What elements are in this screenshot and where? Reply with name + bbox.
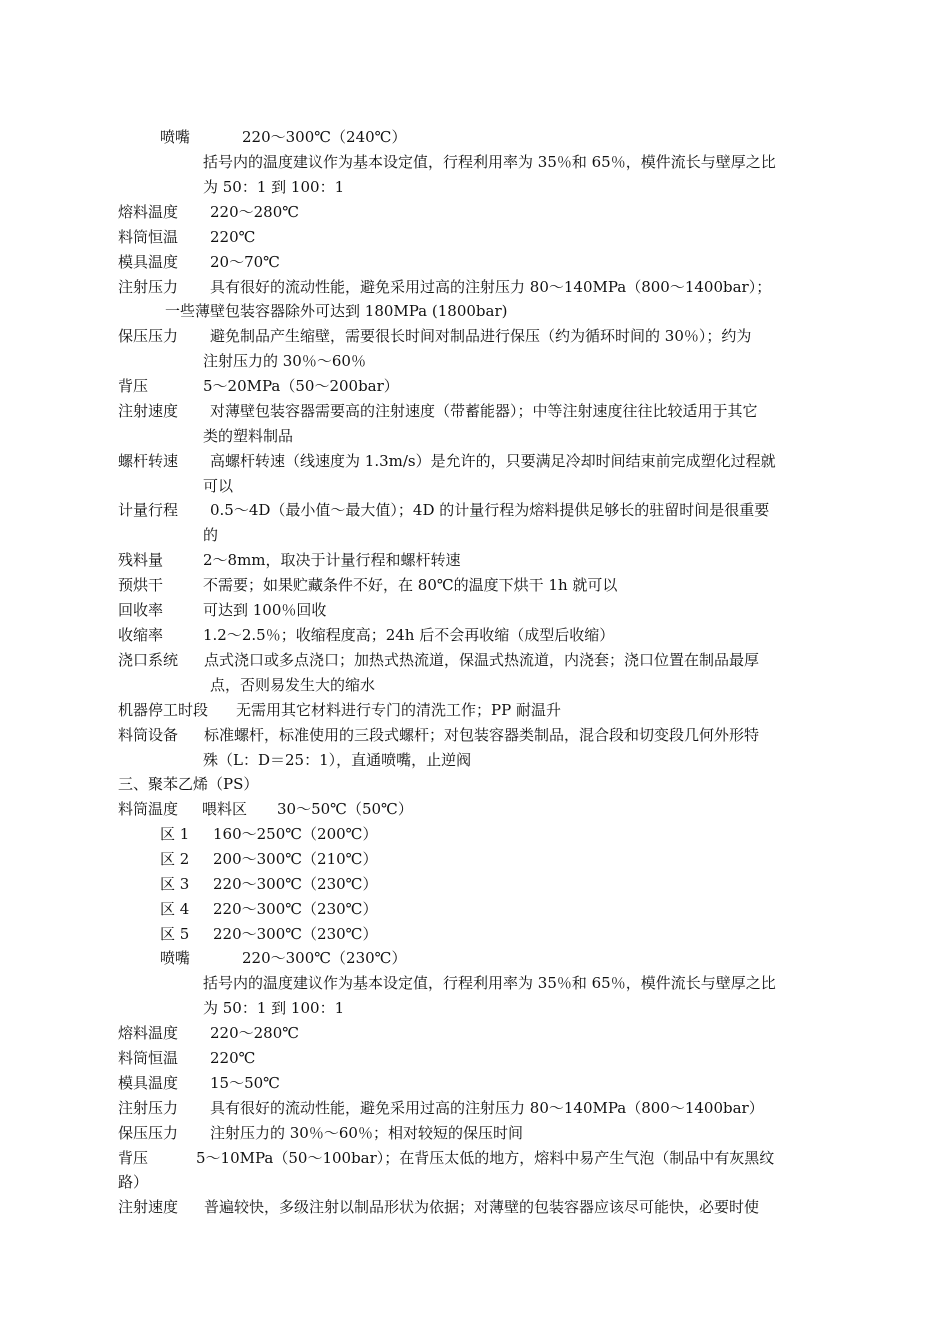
pp-back-pressure-row: [118, 375, 399, 397]
row-label: 预烘干: [118, 576, 164, 594]
zone-label: 区 3: [160, 875, 190, 893]
row-label: 收缩率: [118, 626, 164, 644]
pp-gate-row: [118, 649, 759, 671]
ps-zone-row: [160, 873, 377, 895]
row-label: 注射速度: [118, 1198, 179, 1216]
row-value: 注射压力的 30％～60％；相对较短的保压时间: [210, 1124, 523, 1142]
row-value: 220℃: [210, 1049, 256, 1067]
row-value: 20～70℃: [210, 253, 280, 271]
ps-zone-row: [160, 898, 377, 920]
row-label: 喷嘴: [160, 128, 191, 146]
row-value: 普遍较快，多级注射以制品形状为依据；对薄壁的包装容器应该尽可能快，必要时使: [204, 1198, 760, 1216]
row-value: 220～300℃（230℃）: [242, 949, 407, 967]
pp-equipment-line2: 殊（L：D＝25：1），直通喷嘴，止逆阀: [203, 751, 472, 769]
row-label: 喷嘴: [160, 949, 191, 967]
pp-screw-speed-row: [118, 450, 776, 472]
ps-inj-pressure-row: [118, 1097, 764, 1119]
row-label: 模具温度: [118, 253, 179, 271]
row-label: 注射压力: [118, 278, 179, 296]
pp-inj-speed-row: [118, 400, 758, 422]
ps-barrel-hold-row: [118, 1047, 255, 1069]
row-value: 220～280℃: [210, 1024, 300, 1042]
ps-zone-row: [160, 848, 377, 870]
pp-equipment-row: [118, 724, 759, 746]
row-value: 标准螺杆，标准使用的三段式螺杆；对包装容器类制品，混合段和切变段几何外形特: [204, 726, 760, 744]
ps-zone-row: [160, 823, 377, 845]
zone-label: 区 5: [160, 925, 190, 943]
pp-inj-pressure-line2: 一些薄壁包装容器除外可达到 180MPa (1800bar): [165, 302, 508, 320]
ps-note-line1: 括号内的温度建议作为基本设定值，行程利用率为 35％和 65％，模件流长与壁厚之比: [203, 974, 776, 992]
row-label: 模具温度: [118, 1074, 179, 1092]
ps-nozzle-row: [160, 947, 406, 969]
zone-label: 区 4: [160, 900, 190, 918]
pp-hold-pressure-line2: 注射压力的 30％～60％: [203, 352, 366, 370]
zone-value: 220～300℃（230℃）: [213, 900, 378, 918]
row-label: 保压压力: [118, 327, 179, 345]
row-label: 机器停工时段: [118, 701, 209, 719]
pp-note-line2: 为 50：1 到 100：1: [203, 178, 345, 196]
row-label: 浇口系统: [118, 651, 179, 669]
row-value: 不需要；如果贮藏条件不好，在 80℃的温度下烘干 1h 就可以: [203, 576, 618, 594]
zone-value: 200～300℃（210℃）: [213, 850, 378, 868]
row-value: 点式浇口或多点浇口；加热式热流道，保温式热流道，内浇套；浇口位置在制品最厚: [204, 651, 760, 669]
zone-value: 160～250℃（200℃）: [213, 825, 378, 843]
row-value: 30～50℃（50℃）: [277, 800, 413, 818]
row-label: 熔料温度: [118, 203, 179, 221]
zone-label: 区 2: [160, 850, 190, 868]
row-value: 15～50℃: [210, 1074, 280, 1092]
ps-back-pressure-line2: 路）: [118, 1173, 149, 1191]
row-value: 无需用其它材料进行专门的清洗工作；PP 耐温升: [236, 701, 561, 719]
row-label: 料筒设备: [118, 726, 179, 744]
row-label: 保压压力: [118, 1124, 179, 1142]
row-label: 料筒恒温: [118, 228, 179, 246]
row-label: 注射压力: [118, 1099, 179, 1117]
row-label: 计量行程: [118, 501, 179, 519]
zone-label: 区 1: [160, 825, 190, 843]
pp-barrel-hold-row: [118, 226, 255, 248]
row-value: 高螺杆转速（线速度为 1.3m/s）是允许的，只要满足冷却时间结束前完成塑化过程就: [210, 452, 776, 470]
pp-inj-speed-line2: 类的塑料制品: [203, 427, 294, 445]
pp-shutdown-row: [118, 699, 561, 721]
row-label: 料筒恒温: [118, 1049, 179, 1067]
row-value: 可达到 100％回收: [203, 601, 327, 619]
ps-zone-row: [160, 923, 377, 945]
pp-cushion-row: [118, 549, 461, 571]
ps-barrel-temp-row: [118, 798, 413, 820]
row-label: 料筒温度: [118, 800, 179, 818]
pp-nozzle-row: [160, 126, 406, 148]
pp-shrinkage-row: [118, 624, 614, 646]
row-label: 注射速度: [118, 402, 179, 420]
pp-metering-row: [118, 499, 769, 521]
pp-screw-speed-line2: 可以: [203, 477, 234, 495]
pp-mold-temp-row: [118, 251, 280, 273]
pp-inj-pressure-row: [118, 276, 771, 298]
row-value: 0.5～4D（最小值～最大值）；4D 的计量行程为熔料提供足够长的驻留时间是很重要: [210, 501, 770, 519]
ps-melt-temp-row: [118, 1022, 299, 1044]
row-sublabel: 喂料区: [202, 800, 248, 818]
zone-value: 220～300℃（230℃）: [213, 925, 378, 943]
row-value: 对薄壁包装容器需要高的注射速度（带蓄能器）；中等注射速度往往比较适用于其它: [210, 402, 758, 420]
row-label: 回收率: [118, 601, 164, 619]
pp-melt-temp-row: [118, 201, 299, 223]
row-value: 具有很好的流动性能，避免采用过高的注射压力 80～140MPa（800～1400bar）: [210, 1099, 764, 1117]
pp-hold-pressure-row: [118, 325, 751, 347]
ps-hold-pressure-row: [118, 1122, 523, 1144]
ps-note-line2: 为 50：1 到 100：1: [203, 999, 345, 1017]
ps-heading: 三、聚苯乙烯（PS）: [118, 775, 259, 793]
pp-predry-row: [118, 574, 617, 596]
ps-inj-speed-row: [118, 1196, 759, 1218]
row-value: 具有很好的流动性能，避免采用过高的注射压力 80～140MPa（800～1400bar）；: [210, 278, 772, 296]
row-label: 背压: [118, 1149, 149, 1167]
ps-mold-temp-row: [118, 1072, 280, 1094]
row-value: 避免制品产生缩壁，需要很长时间对制品进行保压（约为循环时间的 30％）；约为: [210, 327, 752, 345]
row-label: 背压: [118, 377, 149, 395]
row-label: 螺杆转速: [118, 452, 179, 470]
row-value: 220～300℃（240℃）: [242, 128, 407, 146]
row-value: 5～20MPa（50～200bar）: [203, 377, 399, 395]
row-value: 220℃: [210, 228, 256, 246]
row-value: 2～8mm，取决于计量行程和螺杆转速: [203, 551, 461, 569]
pp-metering-line2: 的: [203, 526, 219, 544]
pp-note-line1: 括号内的温度建议作为基本设定值，行程利用率为 35％和 65％，模件流长与壁厚之比: [203, 153, 776, 171]
zone-value: 220～300℃（230℃）: [213, 875, 378, 893]
row-value: 5～10MPa（50～100bar）；在背压太低的地方，熔料中易产生气泡（制品中有灰黑纹: [196, 1149, 775, 1167]
row-value: 1.2～2.5％；收缩程度高；24h 后不会再收缩（成型后收缩）: [203, 626, 615, 644]
ps-back-pressure-row: [118, 1147, 774, 1169]
row-label: 残料量: [118, 551, 164, 569]
row-value: 220～280℃: [210, 203, 300, 221]
row-label: 熔料温度: [118, 1024, 179, 1042]
pp-gate-line2: 点，否则易发生大的缩水: [210, 676, 376, 694]
pp-recycle-row: [118, 599, 326, 621]
